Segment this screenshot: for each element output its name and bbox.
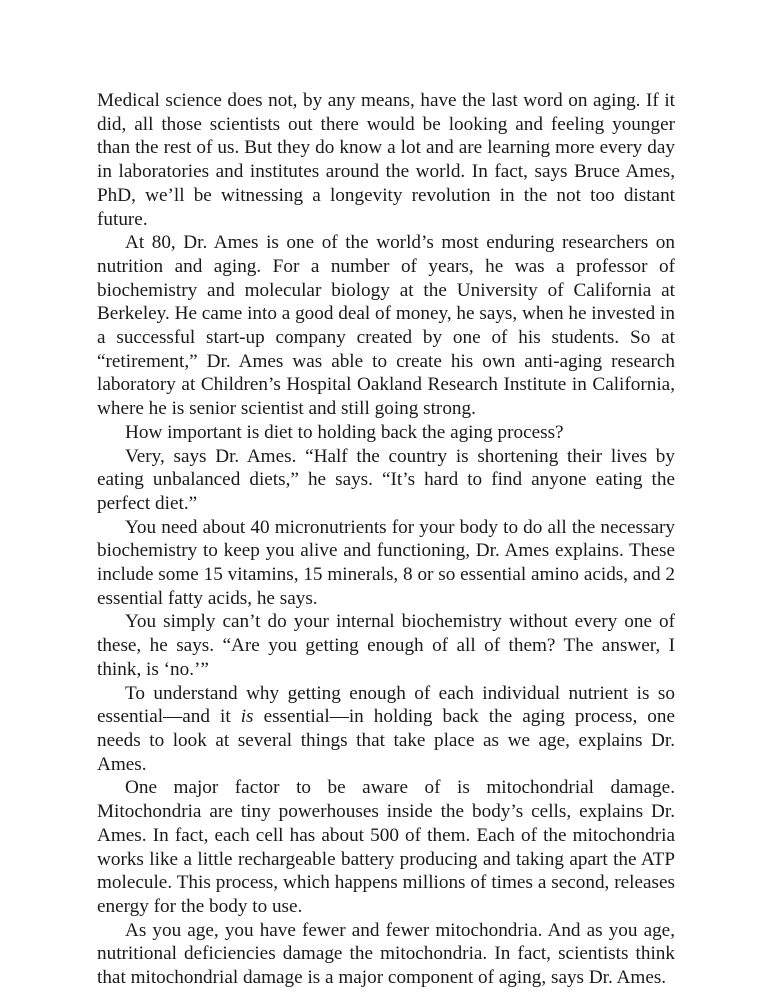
paragraph-text-before: To understand why getting enough of each individual nutrient is so essential—and it <box>97 682 675 728</box>
paragraph-intro: Medical science does not, by any means, have the last word on aging. If it did, all those scientists out there would be looking and feeling younger than the rest of us. But they do know a lot and are learning more every day in laboratories and institutes around the world. In fact, says Bruce Ames, PhD, we’ll be witnessing a longevity revolution in the not too distant future. <box>97 90 675 230</box>
paragraph-internal-biochemistry: You simply can’t do your internal biochemistry without every one of these, he says. “Are you getting enough of all of them? The answer, I think, is ‘no.’” <box>97 611 675 680</box>
paragraph-dr-ames-background: At 80, Dr. Ames is one of the world’s most enduring researchers on nutrition and aging. For a number of years, he was a professor of biochemistry and molecular biology at the University of California at Berkeley. He came into a good deal of money, he says, when he invested in a successful start-up company created by one of his students. So at “retirement,” Dr. Ames was able to create his own anti-aging research laboratory at Children’s Hospital Oakland Research Institute in California, where he is senior scientist and still going strong. <box>97 232 675 420</box>
paragraph-fewer-mitochondria: As you age, you have fewer and fewer mitochondria. And as you age, nutritional deficiencies damage the mitochondria. In fact, scientists think that mitochondrial damage is a major component of aging, says Dr. Ames. <box>97 919 675 989</box>
paragraph-unbalanced-diets: Very, says Dr. Ames. “Half the country is shortening their lives by eating unbalanced diets,” he says. “It’s hard to find anyone eating the perfect diet.” <box>97 445 675 514</box>
emphasis-is: is <box>240 706 254 728</box>
document-body <box>97 89 675 990</box>
paragraph-diet-question: How important is diet to holding back the aging process? <box>125 421 564 443</box>
paragraph-nutrient-essential <box>97 682 675 777</box>
paragraph-mitochondrial-damage: One major factor to be aware of is mitochondrial damage. Mitochondria are tiny powerhouses inside the body’s cells, explains Dr. Ames. In fact, each cell has about 500 of them. Each of the mitochondria works like a little rechargeable battery producing and taking apart the ATP molecule. This process, which happens millions of times a second, releases energy for the body to use. <box>97 777 675 917</box>
paragraph-text-after: essential—in holding back the aging process, one needs to look at several things that take place as we age, explains Dr. Ames. <box>97 706 675 775</box>
paragraph-micronutrients: You need about 40 micronutrients for your body to do all the necessary biochemistry to keep you alive and functioning, Dr. Ames explains. These include some 15 vitamins, 15 minerals, 8 or so essential amino acids, and 2 essential fatty acids, he says. <box>97 516 675 609</box>
